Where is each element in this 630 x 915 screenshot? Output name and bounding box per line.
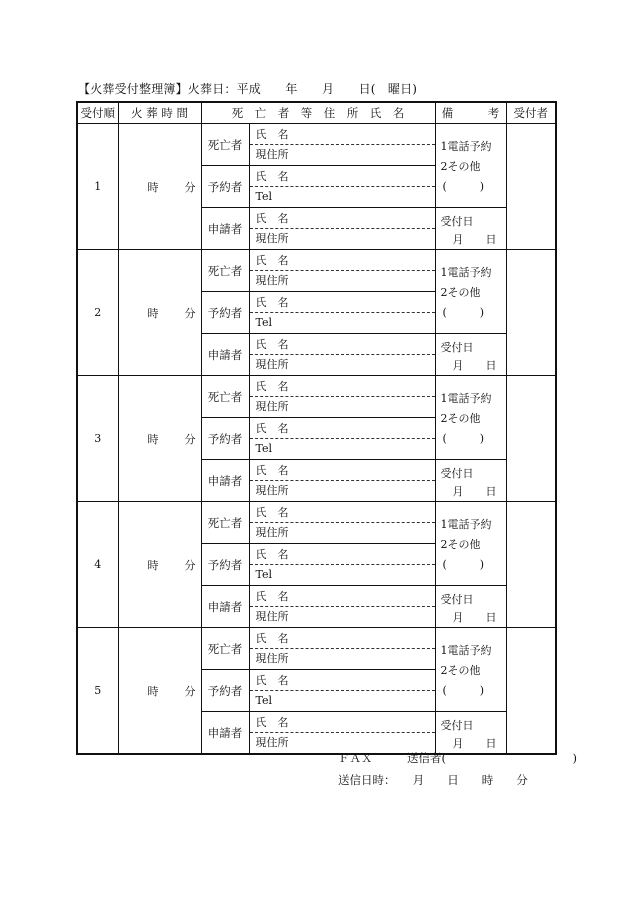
- name-field: [250, 587, 435, 607]
- hour-label: 時: [147, 306, 159, 320]
- entry-number: 4: [77, 502, 118, 628]
- note-receipt-date: 受付日: [440, 214, 474, 228]
- name-field: [250, 671, 435, 691]
- tel-field: [250, 313, 435, 333]
- header-row: [77, 102, 556, 124]
- deceased-fields[interactable]: [249, 124, 435, 166]
- reserver-fields[interactable]: [249, 292, 435, 334]
- cremation-time-cell[interactable]: [118, 628, 201, 755]
- tel-field: [250, 691, 435, 711]
- address-field: [250, 397, 435, 417]
- receiver-cell[interactable]: [506, 124, 556, 250]
- tel-label: Tel: [255, 441, 273, 455]
- role-applicant: 申請者: [201, 460, 249, 502]
- address-field: [250, 607, 435, 627]
- note-month-day: 月 日: [452, 736, 497, 750]
- notes-cell[interactable]: [435, 628, 506, 712]
- name-field: [250, 503, 435, 523]
- name-label: 氏 名: [255, 379, 289, 393]
- header-time: 火 葬 時 間: [118, 102, 201, 124]
- applicant-fields[interactable]: [249, 712, 435, 755]
- deceased-fields[interactable]: [249, 376, 435, 418]
- note-receipt-date: 受付日: [440, 592, 474, 606]
- applicant-fields[interactable]: [249, 334, 435, 376]
- address-label: 現住所: [255, 147, 289, 161]
- note-month-day: 月 日: [452, 358, 497, 372]
- entry-number: 3: [77, 376, 118, 502]
- role-reserver: 予約者: [201, 418, 249, 460]
- receipt-date-cell[interactable]: [435, 712, 506, 755]
- role-deceased: 死亡者: [201, 124, 249, 166]
- deceased-fields[interactable]: [249, 250, 435, 292]
- note-paren: ( ): [442, 431, 485, 445]
- reserver-fields[interactable]: [249, 670, 435, 712]
- note-other: 2その他: [440, 663, 481, 677]
- minute-label: 分: [184, 558, 196, 572]
- role-applicant: 申請者: [201, 208, 249, 250]
- note-phone: 1電話予約: [440, 391, 492, 405]
- hour-label: 時: [147, 180, 159, 194]
- receiver-cell[interactable]: [506, 502, 556, 628]
- tel-label: Tel: [255, 693, 273, 707]
- entry-row-deceased: [77, 124, 556, 166]
- role-deceased: 死亡者: [201, 628, 249, 670]
- name-field: [250, 167, 435, 187]
- note-receipt-date: 受付日: [440, 340, 474, 354]
- page-title: 【火葬受付整理簿】火葬日：平成 年 月 日( 曜日): [78, 82, 418, 96]
- notes-cell[interactable]: [435, 250, 506, 334]
- tel-field: [250, 439, 435, 459]
- entry-row-deceased: [77, 376, 556, 418]
- name-label: 氏 名: [255, 505, 289, 519]
- address-label: 現住所: [255, 273, 289, 287]
- applicant-fields[interactable]: [249, 460, 435, 502]
- name-field: [250, 125, 435, 145]
- note-phone: 1電話予約: [440, 517, 492, 531]
- address-label: 現住所: [255, 735, 289, 749]
- registry-table: [76, 101, 557, 755]
- role-deceased: 死亡者: [201, 376, 249, 418]
- hour-label: 時: [147, 684, 159, 698]
- name-label: 氏 名: [255, 547, 289, 561]
- role-applicant: 申請者: [201, 334, 249, 376]
- tel-field: [250, 187, 435, 207]
- fax-sender-line: ＦＡＸ 送信者( ): [338, 751, 577, 765]
- note-receipt-date: 受付日: [440, 718, 474, 732]
- address-field: [250, 229, 435, 249]
- note-other: 2その他: [440, 537, 481, 551]
- tel-label: Tel: [255, 567, 273, 581]
- header-receiver: 受付者: [506, 102, 556, 124]
- name-field: [250, 293, 435, 313]
- name-field: [250, 629, 435, 649]
- name-label: 氏 名: [255, 715, 289, 729]
- address-label: 現住所: [255, 399, 289, 413]
- role-reserver: 予約者: [201, 670, 249, 712]
- hour-label: 時: [147, 432, 159, 446]
- name-label: 氏 名: [255, 253, 289, 267]
- address-label: 現住所: [255, 525, 289, 539]
- role-reserver: 予約者: [201, 292, 249, 334]
- name-field: [250, 713, 435, 733]
- entry-number: 1: [77, 124, 118, 250]
- receipt-date-cell[interactable]: [435, 586, 506, 628]
- minute-label: 分: [184, 180, 196, 194]
- receipt-date-cell[interactable]: [435, 208, 506, 250]
- name-label: 氏 名: [255, 631, 289, 645]
- receiver-cell[interactable]: [506, 376, 556, 502]
- name-field: [250, 377, 435, 397]
- name-field: [250, 419, 435, 439]
- note-phone: 1電話予約: [440, 643, 492, 657]
- name-label: 氏 名: [255, 589, 289, 603]
- notes-cell[interactable]: [435, 376, 506, 460]
- note-paren: ( ): [442, 557, 485, 571]
- sent-datetime-line: 送信日時： 月 日 時 分: [338, 773, 528, 787]
- receipt-date-cell[interactable]: [435, 460, 506, 502]
- name-field: [250, 335, 435, 355]
- address-field: [250, 145, 435, 165]
- header-notes: 備 考: [435, 102, 506, 124]
- note-phone: 1電話予約: [440, 265, 492, 279]
- note-other: 2その他: [440, 285, 481, 299]
- name-field: [250, 461, 435, 481]
- reserver-fields[interactable]: [249, 544, 435, 586]
- header-no: 受付順: [77, 102, 118, 124]
- role-reserver: 予約者: [201, 544, 249, 586]
- name-label: 氏 名: [255, 463, 289, 477]
- name-field: [250, 251, 435, 271]
- minute-label: 分: [184, 684, 196, 698]
- role-deceased: 死亡者: [201, 502, 249, 544]
- name-label: 氏 名: [255, 295, 289, 309]
- note-other: 2その他: [440, 411, 481, 425]
- minute-label: 分: [184, 432, 196, 446]
- address-label: 現住所: [255, 609, 289, 623]
- name-label: 氏 名: [255, 421, 289, 435]
- address-field: [250, 649, 435, 669]
- address-label: 現住所: [255, 483, 289, 497]
- address-label: 現住所: [255, 231, 289, 245]
- name-field: [250, 545, 435, 565]
- receiver-cell[interactable]: [506, 250, 556, 376]
- address-label: 現住所: [255, 357, 289, 371]
- deceased-fields[interactable]: [249, 628, 435, 670]
- role-applicant: 申請者: [201, 586, 249, 628]
- name-label: 氏 名: [255, 211, 289, 225]
- entry-row-deceased: [77, 502, 556, 544]
- minute-label: 分: [184, 306, 196, 320]
- address-field: [250, 523, 435, 543]
- cremation-time-cell[interactable]: [118, 376, 201, 502]
- notes-cell[interactable]: [435, 502, 506, 586]
- deceased-fields[interactable]: [249, 502, 435, 544]
- cremation-time-cell[interactable]: [118, 124, 201, 250]
- header-deceased: 死 亡 者 等 住 所 氏 名: [201, 102, 435, 124]
- entry-row-deceased: [77, 250, 556, 292]
- note-paren: ( ): [442, 305, 485, 319]
- note-paren: ( ): [442, 179, 485, 193]
- name-label: 氏 名: [255, 169, 289, 183]
- name-label: 氏 名: [255, 337, 289, 351]
- address-field: [250, 481, 435, 501]
- tel-label: Tel: [255, 189, 273, 203]
- receipt-date-cell[interactable]: [435, 334, 506, 376]
- note-paren: ( ): [442, 683, 485, 697]
- applicant-fields[interactable]: [249, 208, 435, 250]
- note-receipt-date: 受付日: [440, 466, 474, 480]
- reserver-fields[interactable]: [249, 166, 435, 208]
- entry-row-deceased: [77, 628, 556, 670]
- role-applicant: 申請者: [201, 712, 249, 755]
- applicant-fields[interactable]: [249, 586, 435, 628]
- note-phone: 1電話予約: [440, 139, 492, 153]
- role-deceased: 死亡者: [201, 250, 249, 292]
- name-label: 氏 名: [255, 673, 289, 687]
- notes-cell[interactable]: [435, 124, 506, 208]
- tel-field: [250, 565, 435, 585]
- receiver-cell[interactable]: [506, 628, 556, 755]
- reserver-fields[interactable]: [249, 418, 435, 460]
- tel-label: Tel: [255, 315, 273, 329]
- name-field: [250, 209, 435, 229]
- note-other: 2その他: [440, 159, 481, 173]
- entry-number: 5: [77, 628, 118, 755]
- note-month-day: 月 日: [452, 484, 497, 498]
- cremation-time-cell[interactable]: [118, 250, 201, 376]
- note-month-day: 月 日: [452, 232, 497, 246]
- entry-number: 2: [77, 250, 118, 376]
- address-field: [250, 355, 435, 375]
- role-reserver: 予約者: [201, 166, 249, 208]
- address-field: [250, 271, 435, 291]
- name-label: 氏 名: [255, 127, 289, 141]
- cremation-time-cell[interactable]: [118, 502, 201, 628]
- note-month-day: 月 日: [452, 610, 497, 624]
- address-label: 現住所: [255, 651, 289, 665]
- hour-label: 時: [147, 558, 159, 572]
